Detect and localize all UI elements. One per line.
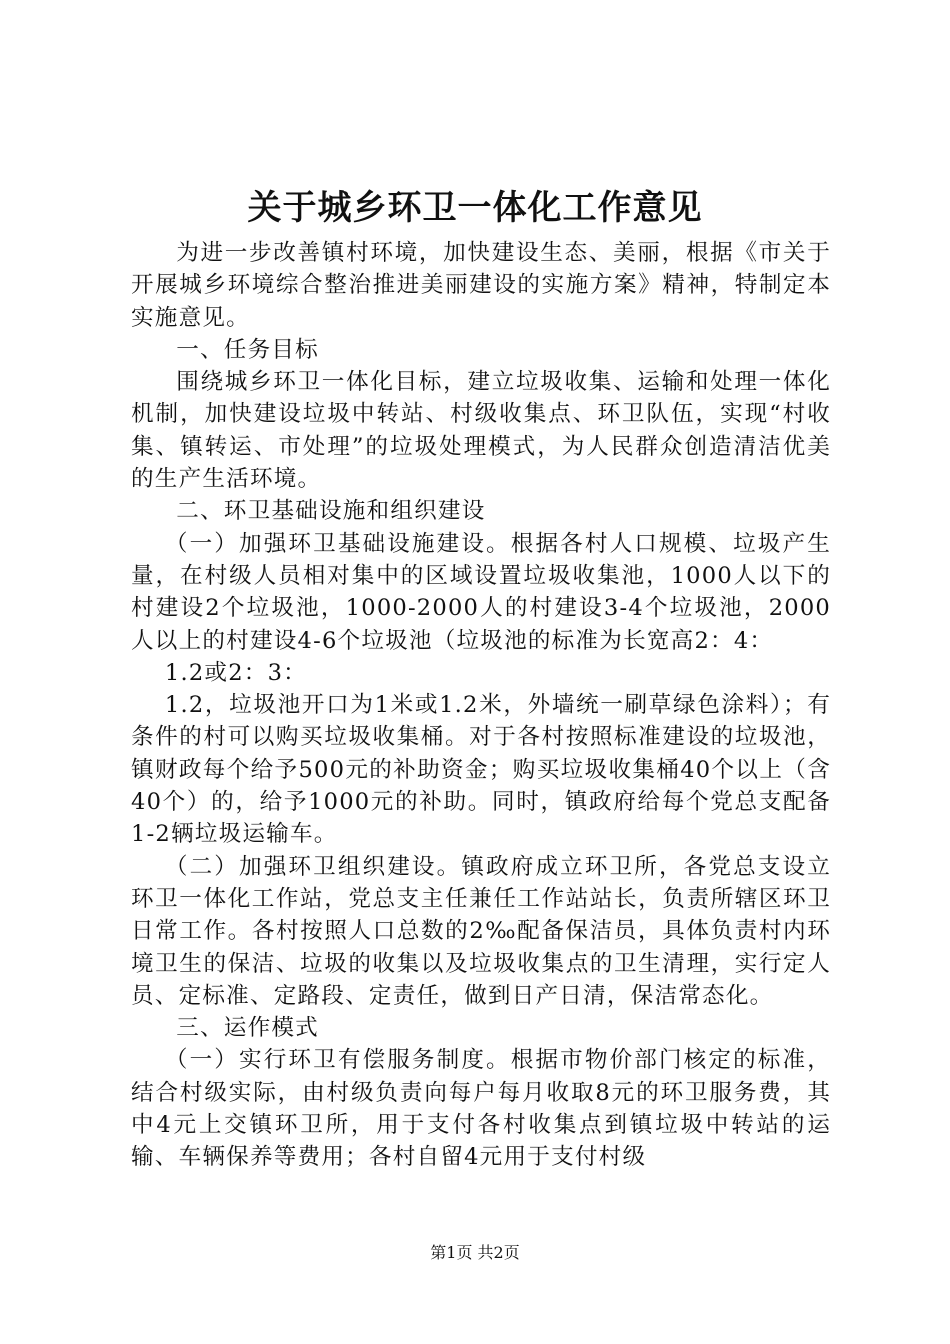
paragraph-organization: （二）加强环卫组织建设。镇政府成立环卫所，各党总支设立环卫一体化工作站，党总支主任兼任工作站站长，负责所辖区环卫日常工作。各村按照人口总数的2‰配备保洁员，具体负责村内环境卫生的保洁、垃圾的收集以及垃圾收集点的卫生清理，实行定人员、定标准、定路段、定责任，做到日产日清，保洁常态化。 [131, 853, 831, 1009]
paragraph-infrastructure-2: 1.2，垃圾池开口为1米或1.2米，外墙统一刷草绿色涂料）；有条件的村可以购买垃圾收集桶。对于各村按照标准建设的垃圾池，镇财政每个给予500元的补助资金；购买垃圾收集桶40个以上（含40个）的，给予1000元的补助。同时，镇政府给每个党总支配备1-2辆垃圾运输车。 [131, 692, 831, 848]
heading-infrastructure: 二、环卫基础设施和组织建设 [176, 498, 486, 525]
document-body [131, 237, 831, 1174]
paragraph-ratio-fragment: 1.2或2：3： [164, 659, 307, 686]
paragraph-paid-service: （一）实行环卫有偿服务制度。根据市物价部门核定的标准，结合村级实际，由村级负责向每户每月收取8元的环卫服务费，其中4元上交镇环卫所，用于支付各村收集点到镇垃圾中转站的运输、车辆保养等费用；各村自留4元用于支付村级 [131, 1047, 831, 1171]
heading-operation-mode: 三、运作模式 [176, 1015, 319, 1042]
page-footer: 第1页 共2页 [430, 1243, 520, 1262]
paragraph-infrastructure-1: （一）加强环卫基础设施建设。根据各村人口规模、垃圾产生量，在村级人员相对集中的区域设置垃圾收集池，1000人以下的村建设2个垃圾池，1000-2000人的村建设3-4个垃圾池，2000人以上的村建设4-6个垃圾池（垃圾池的标准为长宽高2：4： [131, 530, 831, 654]
document-title: 关于城乡环卫一体化工作意见 [247, 188, 703, 228]
paragraph-intro: 为进一步改善镇村环境，加快建设生态、美丽，根据《市关于开展城乡环境综合整治推进美丽建设的实施方案》精神，特制定本实施意见。 [131, 240, 831, 331]
heading-task-goals: 一、任务目标 [176, 336, 319, 363]
paragraph-task-goals: 围绕城乡环卫一体化目标，建立垃圾收集、运输和处理一体化机制，加快建设垃圾中转站、村级收集点、环卫队伍，实现“村收集、镇转运、市处理”的垃圾处理模式，为人民群众创造清洁优美的生产生活环境。 [131, 369, 831, 493]
